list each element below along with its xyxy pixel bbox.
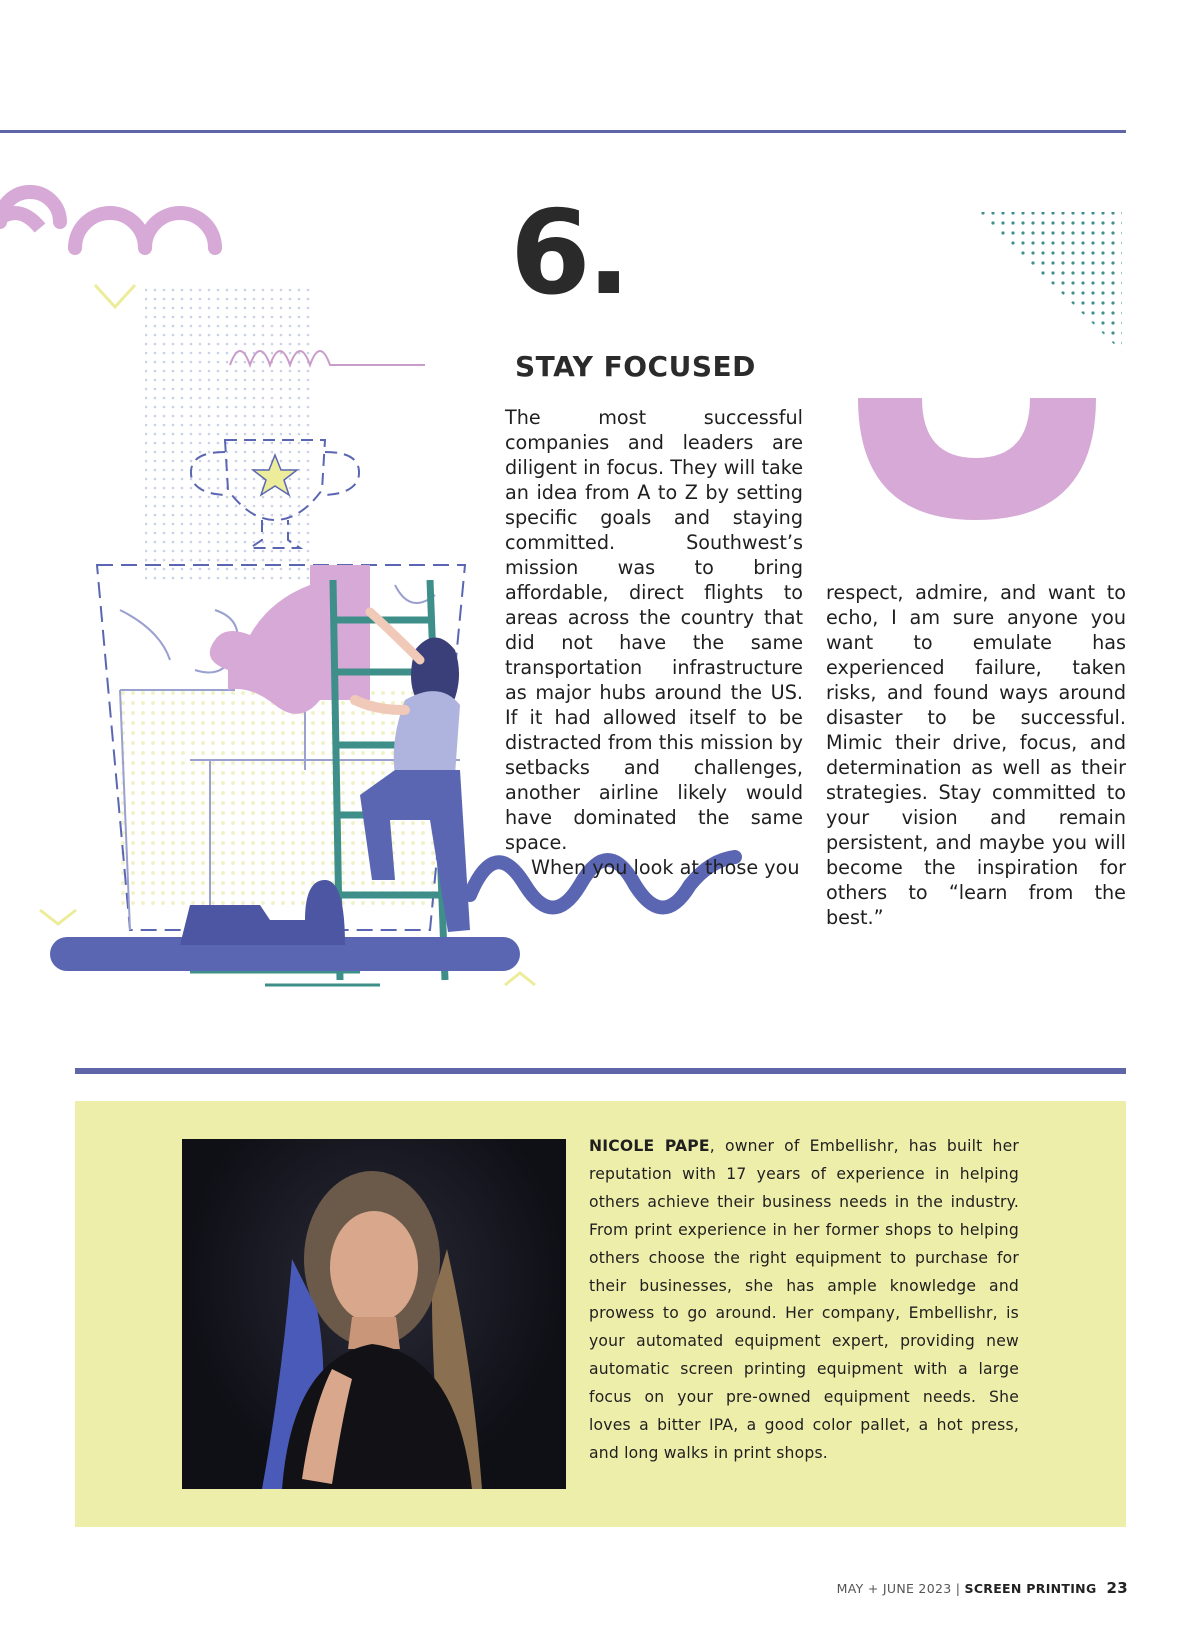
article-paragraph: When you look at those you [531,856,800,879]
author-name: NICOLE PAPE [589,1137,710,1155]
section-number: 6. [510,186,627,321]
page-number: 23 [1106,1579,1128,1597]
section-divider [75,1068,1126,1074]
article-paragraph: The most successful companies and leaders are diligent in focus. They will take an idea from A to Z by setting specific goals and staying committed. Southwest’s mission was to bring affordable, direct flights to areas across the country that did not have the same transportation infrastructure as major hubs around the US. If it had allowed itself to be distracted from this mission by setbacks and challenges, another airline likely would have dominated the same space. [505,406,803,854]
dotted-triangle-shape [978,212,1122,352]
footer-publication: SCREEN PRINTING [964,1581,1097,1596]
footer-issue: MAY + JUNE 2023 | [836,1581,965,1596]
page-footer [837,1579,1128,1597]
author-bio [589,1133,1019,1468]
article-column-left [505,405,803,880]
author-photo [182,1139,566,1489]
section-title: STAY FOCUSED [515,350,756,383]
author-bio-text: , owner of Embellishr, has built her reputation with 17 years of experience in helping others achieve their business needs in the industry. From print experience in her former shops to helping others choose the right equipment to purchase for their businesses, she has ample knowledge and prowess to go around. Her company, Embellishr, is your automated equipment expert, providing new automatic screen printing equipment with a large focus on your pre-owned equipment needs. She loves a bitter IPA, a good color pallet, a hot press, and long walks in print shops. [589,1137,1019,1462]
lavender-arch-shape [858,398,1096,520]
article-column-right [826,580,1126,930]
article-paragraph: respect, admire, and want to echo, I am sure anyone you want to emulate has experienced failure, taken risks, and found ways around disaster to be successful. Mimic their drive, focus, and determination as well as their strategies. Stay committed to your vision and remain persistent, and maybe you will become the inspiration for others to “learn from the best.” [826,581,1126,929]
